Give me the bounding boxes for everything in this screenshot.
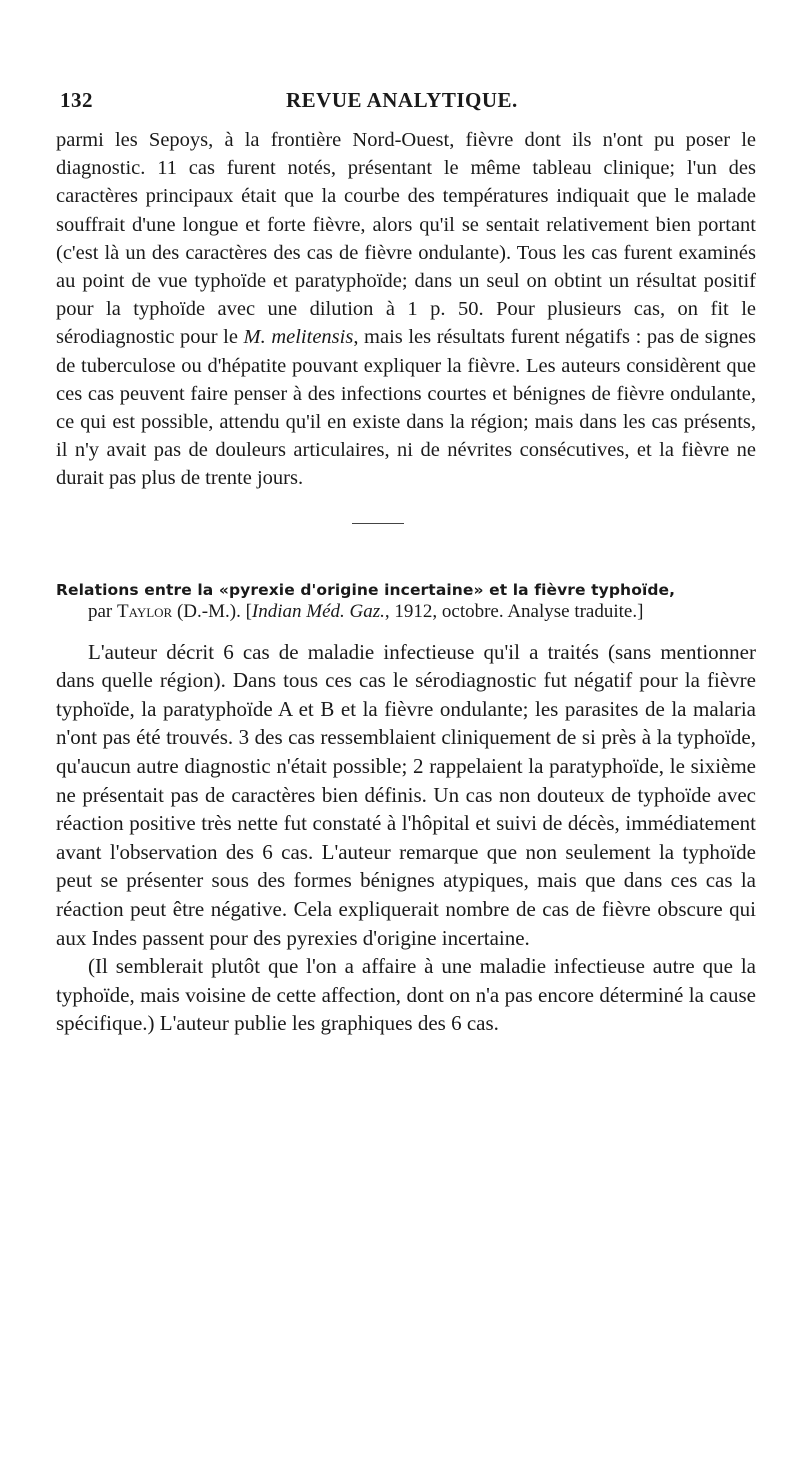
running-title: REVUE ANALYTIQUE. xyxy=(286,88,518,112)
article-author: Taylor xyxy=(117,600,173,622)
article-paragraph: L'auteur décrit 6 cas de maladie infectieuse qu'il a traités (sans mentionner dans quelle région). Dans tous ces cas le sérodiagnostic fut négatif pour la fièvre typhoïde, la paratyphoïde A et B et la fièvre ondulante; les parasites de la malaria n'ont pas été trouvés. 3 des cas ressemblaient cliniquement de si près à la typhoïde, qu'aucun autre diagnostic n'était possible; 2 rappelaient la paratyphoïde, le sixième ne présentait pas de caractères bien définis. Un cas non douteux de typhoïde avec réaction positive très nette fut constaté à l'hôpital et suivi de décès, immédiatement avant l'observation des 6 cas. L'auteur remarque que non seulement la typhoïde peut se présenter sous des formes bénignes atypiques, mais que dans ces cas la réaction peut être négative. Cela expliquerait nombre de cas de fièvre obscure qui aux Indes passent pour des pyrexies d'origine incertaine. xyxy=(56,639,756,950)
article-paragraph: (Il semblerait plutôt que l'on a affaire à une maladie infectieuse autre que la typhoïde, mais voisine de cette affection, dont on n'a pas encore déterminé la cause spécifique.) L'auteur publie les graphiques des 6 cas. xyxy=(56,954,756,1036)
source-journal: Indian Méd. Gaz. xyxy=(251,600,385,622)
source-suffix: , 1912, octobre. Analyse traduite.] xyxy=(384,600,644,622)
document-page xyxy=(56,88,756,1038)
page-number: 132 xyxy=(60,88,93,112)
continuation-text-start: parmi les Sepoys, à la frontière Nord-Ouest, fièvre dont ils n'ont pu poser le diagnostic. 11 cas furent notés, présentant le même tableau clinique; l'un des caractères principaux était que la courbe des températures indiquait que le malade souffrait d'une longue et forte fièvre, alors qu'il se sentait relativement bien portant (c'est là un des caractères des cas de fièvre ondulante). Tous les cas furent examinés au point de vue typhoïde et paratyphoïde; dans un seul on obtint un résultat positif pour la typhoïde avec une dilution à 1 p. 50. Pour plusieurs cas, on fit le sérodiagnostic pour le xyxy=(56,129,756,349)
author-initials: (D.-M.). [ xyxy=(172,600,252,622)
running-header xyxy=(56,88,756,114)
continuation-italic-term: M. melitensis xyxy=(243,326,354,349)
continuation-text-end: , mais les résultats furent négatifs : pas de signes de tuberculose ou d'hépatite pouvant expliquer la fièvre. Les auteurs considèrent que ces cas peuvent faire penser à des infections courtes et bénignes de fièvre ondulante, ce qui est possible, attendu qu'il en existe dans la région; mais dans les cas présents, il n'y avait pas de douleurs articulaires, ni de névrites consécutives, et la fièvre ne durait pas plus de trente jours. xyxy=(56,326,756,490)
article-source xyxy=(88,600,756,624)
continuation-paragraph xyxy=(56,126,756,493)
section-separator xyxy=(352,523,404,524)
article-heading: Relations entre la «pyrexie d'origine incertaine» et la fièvre typhoïde, xyxy=(56,580,676,599)
source-prefix: par xyxy=(88,600,118,622)
